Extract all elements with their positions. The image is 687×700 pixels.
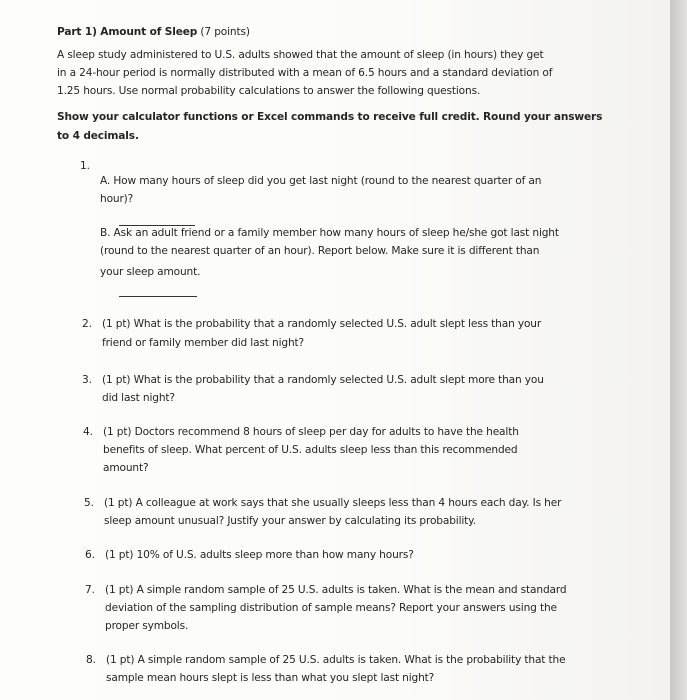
part-heading: [57, 23, 250, 41]
question-line: proper symbols.: [105, 620, 189, 632]
question-line: (1 pt) A colleague at work says that she usually sleeps less than 4 hours each day. Is her: [104, 497, 562, 509]
question-line: (1 pt) 10% of U.S. adults sleep more than how many hours?: [105, 549, 414, 561]
q1-number: 1.: [80, 160, 90, 172]
question-number: 3.: [82, 374, 92, 386]
question-line: (1 pt) What is the probability that a randomly selected U.S. adult slept more than you: [102, 374, 544, 386]
question-line: deviation of the sampling distribution of sample means? Report your answers using the: [105, 602, 557, 614]
q1b-line: B. Ask an adult friend or a family member how many hours of sleep he/she got last night: [100, 227, 559, 239]
question-line: amount?: [103, 462, 149, 474]
intro-line: 1.25 hours. Use normal probability calculations to answer the following questions.: [57, 85, 481, 97]
question-line: (1 pt) A simple random sample of 25 U.S. adults is taken. What is the probability that the: [106, 654, 566, 666]
intro-line: A sleep study administered to U.S. adults showed that the amount of sleep (in hours) they get: [57, 49, 544, 61]
instructions-line: to 4 decimals.: [57, 130, 139, 142]
intro-line: in a 24-hour period is normally distributed with a mean of 6.5 hours and a standard deviation of: [57, 67, 553, 79]
question-number: 7.: [85, 584, 95, 596]
question-number: 2.: [82, 318, 92, 330]
question-line: benefits of sleep. What percent of U.S. adults sleep less than this recommended: [103, 444, 518, 456]
question-number: 4.: [83, 426, 93, 438]
q1a-line: A. How many hours of sleep did you get last night (round to the nearest quarter of an: [100, 175, 542, 187]
q1b-line: (round to the nearest quarter of an hour). Report below. Make sure it is different than: [100, 245, 540, 257]
q1b-answer-blank[interactable]: [119, 296, 197, 297]
question-line: (1 pt) What is the probability that a randomly selected U.S. adult slept less than your: [102, 318, 542, 330]
part-title: Part 1) Amount of Sleep: [57, 26, 198, 38]
instructions-line: Show your calculator functions or Excel commands to receive full credit. Round your answers: [57, 111, 603, 123]
question-line: sleep amount unusual? Justify your answer by calculating its probability.: [104, 515, 476, 527]
question-line: (1 pt) A simple random sample of 25 U.S. adults is taken. What is the mean and standard: [105, 584, 567, 596]
question-number: 5.: [84, 497, 94, 509]
question-line: (1 pt) Doctors recommend 8 hours of sleep per day for adults to have the health: [103, 426, 519, 438]
page-edge-shadow: [670, 0, 687, 700]
q1a-line: hour)?: [100, 193, 134, 205]
part-points: (7 points): [200, 26, 250, 38]
question-line: friend or family member did last night?: [102, 337, 305, 349]
question-line: sample mean hours slept is less than what you slept last night?: [106, 672, 435, 684]
q1b-line: your sleep amount.: [100, 266, 201, 278]
question-number: 8.: [86, 654, 96, 666]
question-line: did last night?: [102, 392, 175, 404]
question-number: 6.: [85, 549, 95, 561]
